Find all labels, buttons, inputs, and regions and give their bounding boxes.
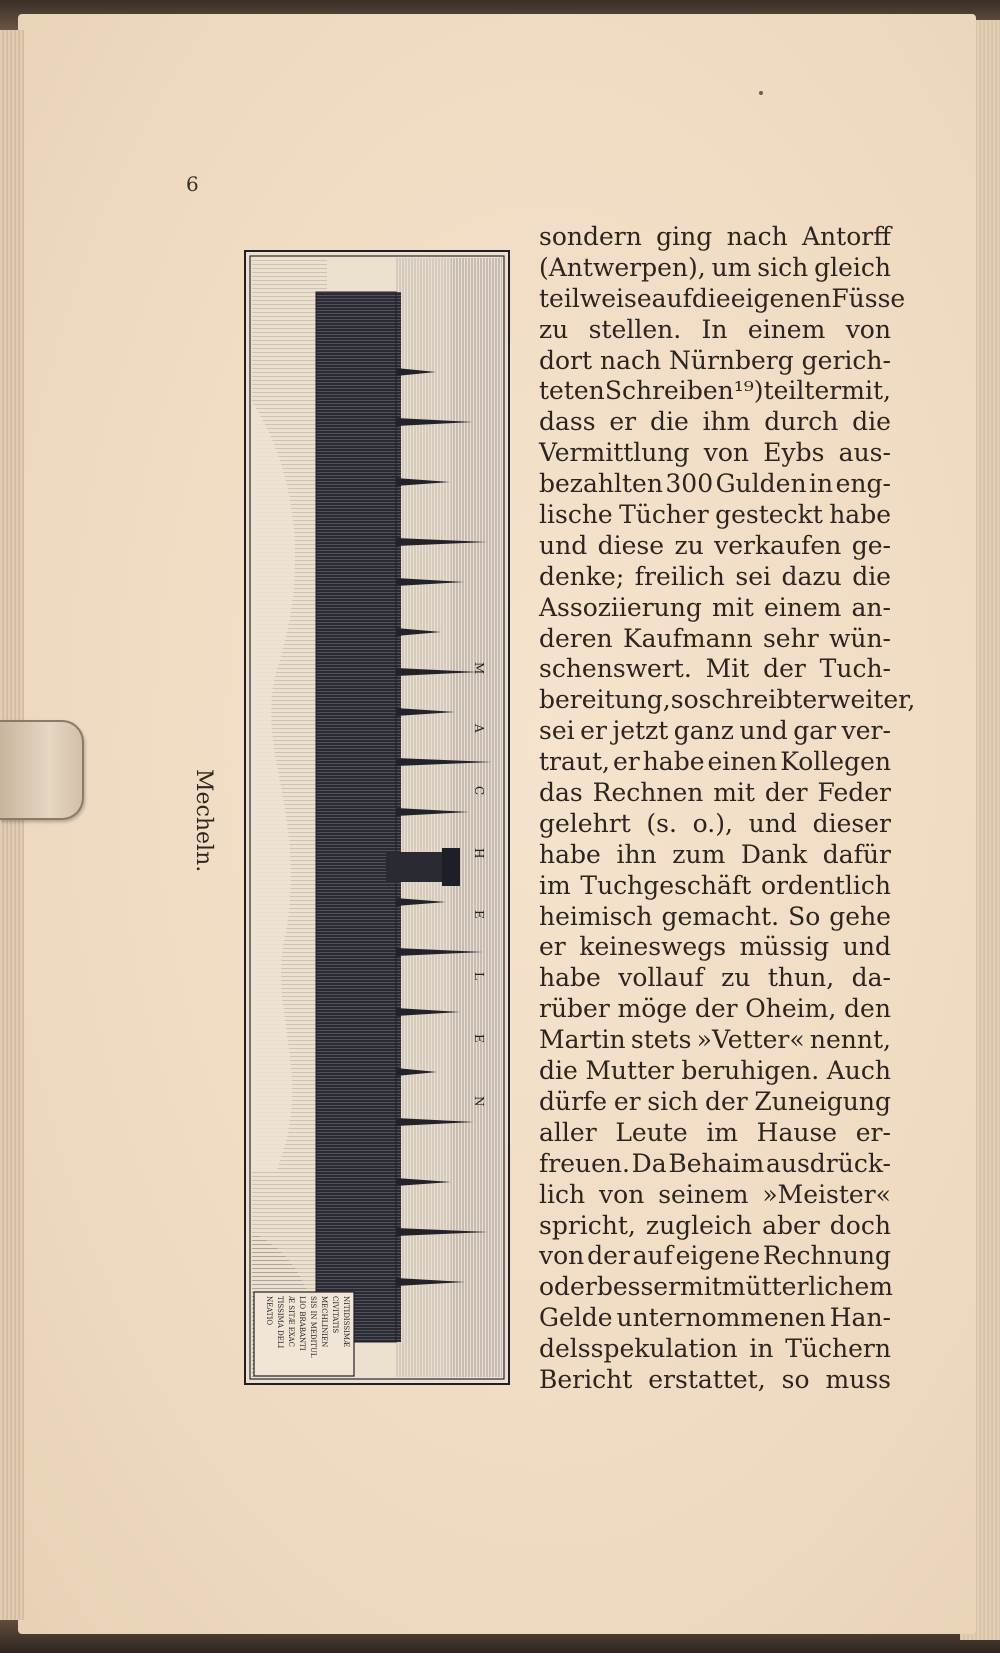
text-line: sondern ging nach Antorff xyxy=(539,222,891,251)
cartouche-line: MECHLINIEN xyxy=(320,1296,328,1348)
cartouche-line: Æ SITÆ EXAC xyxy=(287,1296,295,1347)
text-line: freuen. Da Behaim ausdrück- xyxy=(539,1148,891,1178)
cartouche-line: NITIDISSIMÆ xyxy=(342,1296,350,1348)
text-line: lich von seinem »Meister« xyxy=(539,1179,891,1209)
cartouche-line: NEATIO xyxy=(265,1296,273,1326)
text-line: traut, er habe einen Kollegen xyxy=(539,747,891,777)
text-line: Assoziierung mit einem an- xyxy=(539,592,891,622)
text-line: aller Leute im Hause er- xyxy=(539,1117,891,1147)
caption-text: Mecheln. xyxy=(191,769,216,873)
text-line: und diese zu verkaufen ge- xyxy=(539,530,891,560)
text-line: dort nach Nürnberg gerich- xyxy=(539,345,891,375)
text-line: delsspekulation in Tüchern xyxy=(539,1334,891,1364)
city-letter: L xyxy=(472,972,486,980)
cartouche-line: TISSIMA DELI xyxy=(276,1296,284,1349)
text-line: das Rechnen mit der Feder xyxy=(539,778,891,808)
text-line: schenswert. Mit der Tuch- xyxy=(539,654,891,684)
text-line: dürfe er sich der Zuneigung xyxy=(539,1086,891,1116)
text-line: teilweise auf die eigenen Füsse xyxy=(539,283,906,313)
cartouche-line: SIS IN MEDITUL xyxy=(309,1296,317,1358)
cathedral-tower-top xyxy=(442,848,460,886)
text-line: zu stellen. In einem von xyxy=(539,314,891,344)
page-number: 6 xyxy=(186,172,199,196)
text-line: gelehrt (s. o.), und dieser xyxy=(539,808,891,838)
bookmark-tab xyxy=(0,720,84,820)
cartouche-line: CIVITATIS xyxy=(331,1296,339,1334)
text-line: Martin stets »Vetter« nennt, xyxy=(539,1025,891,1055)
cartouche-line: LIO BRABANTI xyxy=(298,1296,306,1351)
illustration-caption xyxy=(188,769,218,889)
text-line: rüber möge der Oheim, den xyxy=(539,994,891,1024)
text-line: bereitung, so schreibt er weiter, xyxy=(539,685,916,715)
city-letter: C xyxy=(472,786,486,796)
text-line: Gelde unternommenen Han- xyxy=(539,1303,891,1333)
text-line: deren Kaufmann sehr wün- xyxy=(539,623,891,653)
text-line: spricht, zugleich aber doch xyxy=(539,1210,891,1240)
text-line: denke; freilich sei dazu die xyxy=(539,561,891,591)
text-line: dass er die ihm durch die xyxy=(539,407,891,437)
city-letter: A xyxy=(472,724,486,733)
text-line: oder besser mit mütterlichem xyxy=(539,1272,894,1302)
text-line: (Antwerpen), um sich gleich xyxy=(539,252,891,282)
book-page xyxy=(18,14,976,1634)
city-letter: E xyxy=(472,1034,486,1043)
text-line: heimisch gemacht. So gehe xyxy=(539,901,891,931)
text-line: Vermittlung von Eybs aus- xyxy=(539,438,891,468)
city-letter: N xyxy=(472,1096,486,1107)
text-line: habe ihn zum Dank dafür xyxy=(539,839,891,869)
text-line: habe vollauf zu thun, da- xyxy=(539,963,891,993)
page-speck xyxy=(759,91,763,95)
city-letter: E xyxy=(472,910,486,919)
text-line: sei er jetzt ganz und gar ver- xyxy=(539,716,891,746)
engraving-drawing xyxy=(246,252,508,1383)
text-line: Bericht erstattet, so muss xyxy=(539,1364,891,1394)
text-line: von der auf eigene Rechnung xyxy=(539,1241,891,1271)
text-line: lische Tücher gesteckt habe xyxy=(539,500,891,530)
body-text xyxy=(539,222,916,1396)
text-line: im Tuchgeschäft ordentlich xyxy=(539,870,891,900)
text-line: die Mutter beruhigen. Auch xyxy=(539,1056,891,1086)
cathedral-tower xyxy=(386,852,446,882)
city-letter: M xyxy=(472,662,486,675)
page-stack-left xyxy=(0,30,24,1620)
city-engraving xyxy=(244,250,510,1385)
text-line: er keineswegs müssig und xyxy=(539,932,891,962)
text-line: bezahlten 300 Gulden in eng- xyxy=(539,469,891,499)
text-line: teten Schreiben¹⁹) teilt er mit, xyxy=(539,376,891,406)
city-letter: H xyxy=(472,848,486,859)
